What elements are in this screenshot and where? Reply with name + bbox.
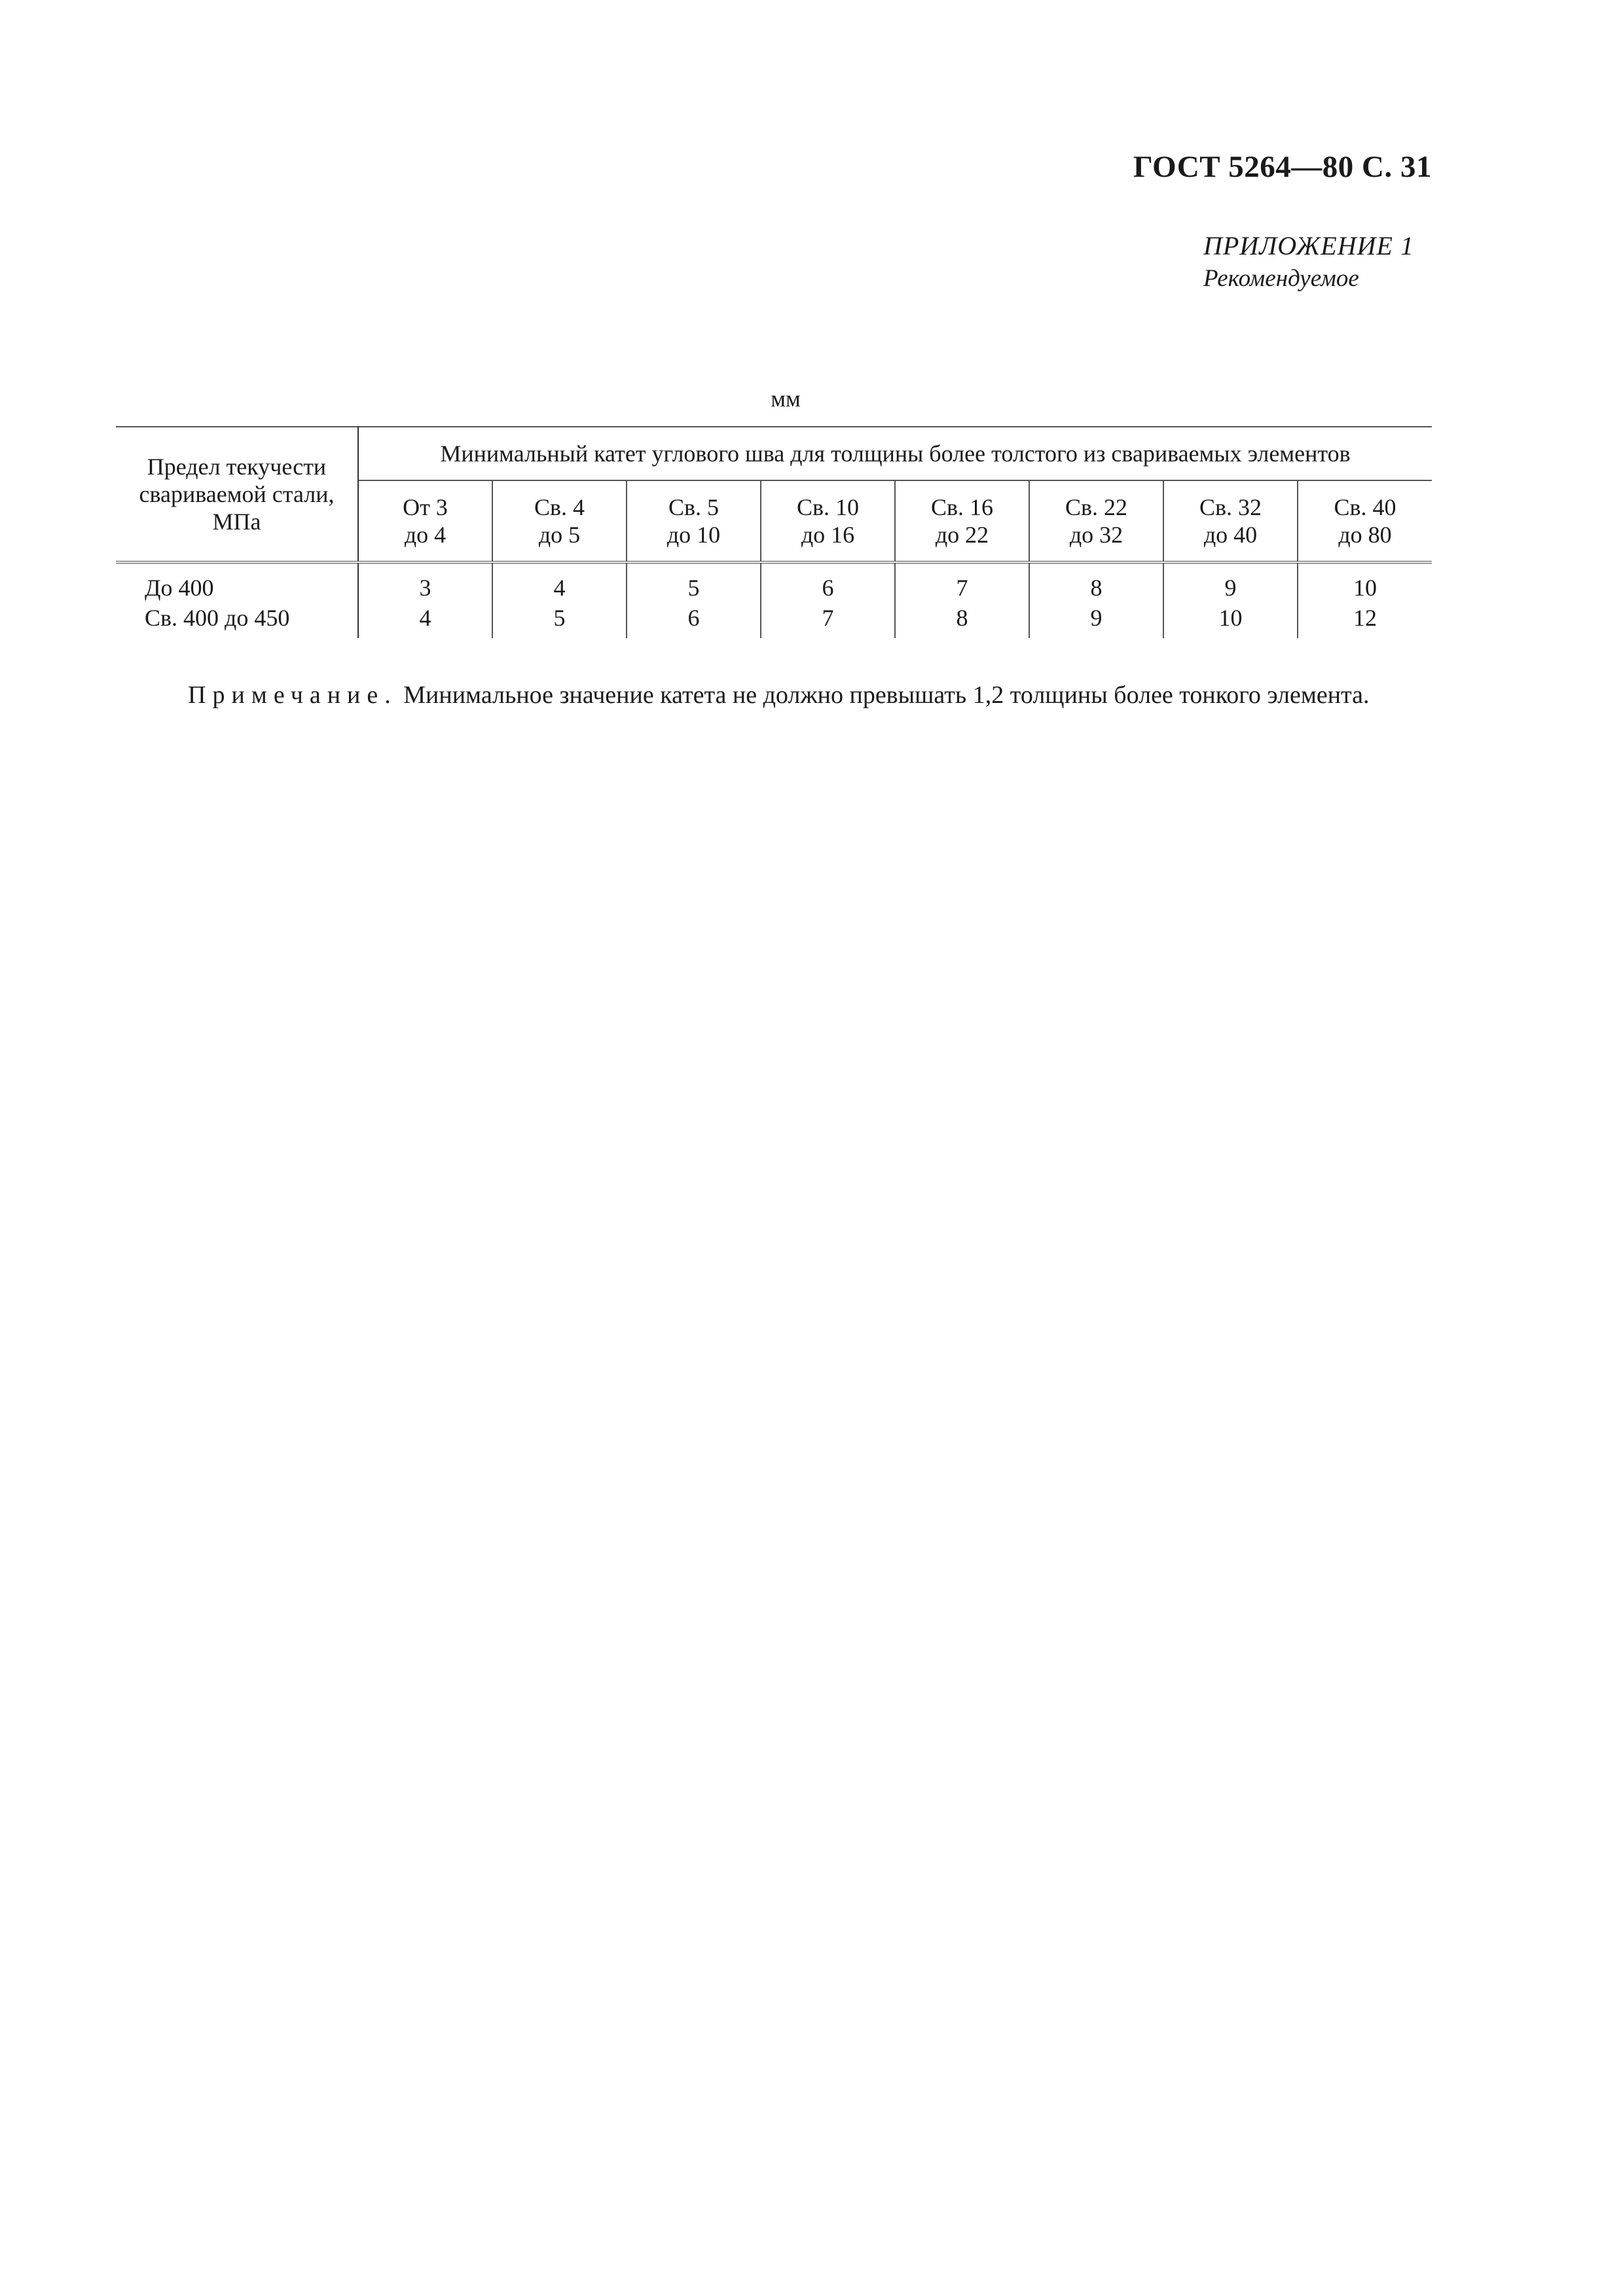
table-cell: 6 [761, 562, 895, 603]
table-cell: 4 [492, 562, 627, 603]
table-cell: 7 [895, 562, 1029, 603]
appendix-label: ПРИЛОЖЕНИЕ 1 [1203, 231, 1414, 260]
fillet-weld-table [116, 426, 1432, 638]
table-cell: 6 [627, 603, 761, 638]
table-unit-label: мм [771, 386, 801, 412]
note-label: Примечание. [188, 681, 397, 709]
table-cell: 10 [1353, 575, 1377, 601]
yield-strength-header-line: свариваемой стали, [139, 481, 335, 507]
table-cell: 5 [627, 562, 761, 603]
note-text: Минимальное значение катета не должно превышать 1,2 толщины более тонкого элемента. [397, 681, 1370, 709]
document-title: ГОСТ 5264—80 С. 31 [1133, 150, 1432, 184]
appendix-status: Рекомендуемое [1203, 265, 1359, 292]
table-cell: 7 [761, 603, 895, 638]
yield-strength-header [116, 427, 358, 562]
thickness-range-header: От 3 до 4 [358, 480, 492, 562]
yield-strength-header-line: МПа [212, 509, 261, 535]
table-cell: 10 [1163, 603, 1298, 638]
row-label: До 400 [116, 562, 358, 603]
thickness-range-header: Св. 4 до 5 [492, 480, 627, 562]
table-cell: 3 [358, 562, 492, 603]
thickness-range-header: Св. 22 до 32 [1029, 480, 1163, 562]
appendix-heading [1203, 229, 1414, 295]
table-cell: 4 [358, 603, 492, 638]
table-cell: 8 [895, 603, 1029, 638]
thickness-range-header: Св. 32 до 40 [1163, 480, 1298, 562]
table-cell: 5 [492, 603, 627, 638]
table-cell: 8 [1029, 562, 1163, 603]
thickness-range-header: Св. 10 до 16 [761, 480, 895, 562]
row-label: Св. 400 до 450 [116, 603, 358, 638]
table-note [116, 678, 1432, 712]
table-cell: 12 [1353, 605, 1377, 631]
table-cell: 9 [1163, 562, 1298, 603]
yield-strength-header-line: Предел текучести [147, 454, 327, 480]
table-cell: 9 [1029, 603, 1163, 638]
thickness-range-header: Св. 5 до 10 [627, 480, 761, 562]
table-row [116, 603, 1432, 638]
thickness-range-header: Св. 40 до 80 [1298, 480, 1432, 562]
thickness-range-header: Св. 16 до 22 [895, 480, 1029, 562]
table-row [116, 562, 1432, 603]
min-leg-header: Минимальный катет углового шва для толщины более толстого из свариваемых элементов [358, 427, 1432, 480]
